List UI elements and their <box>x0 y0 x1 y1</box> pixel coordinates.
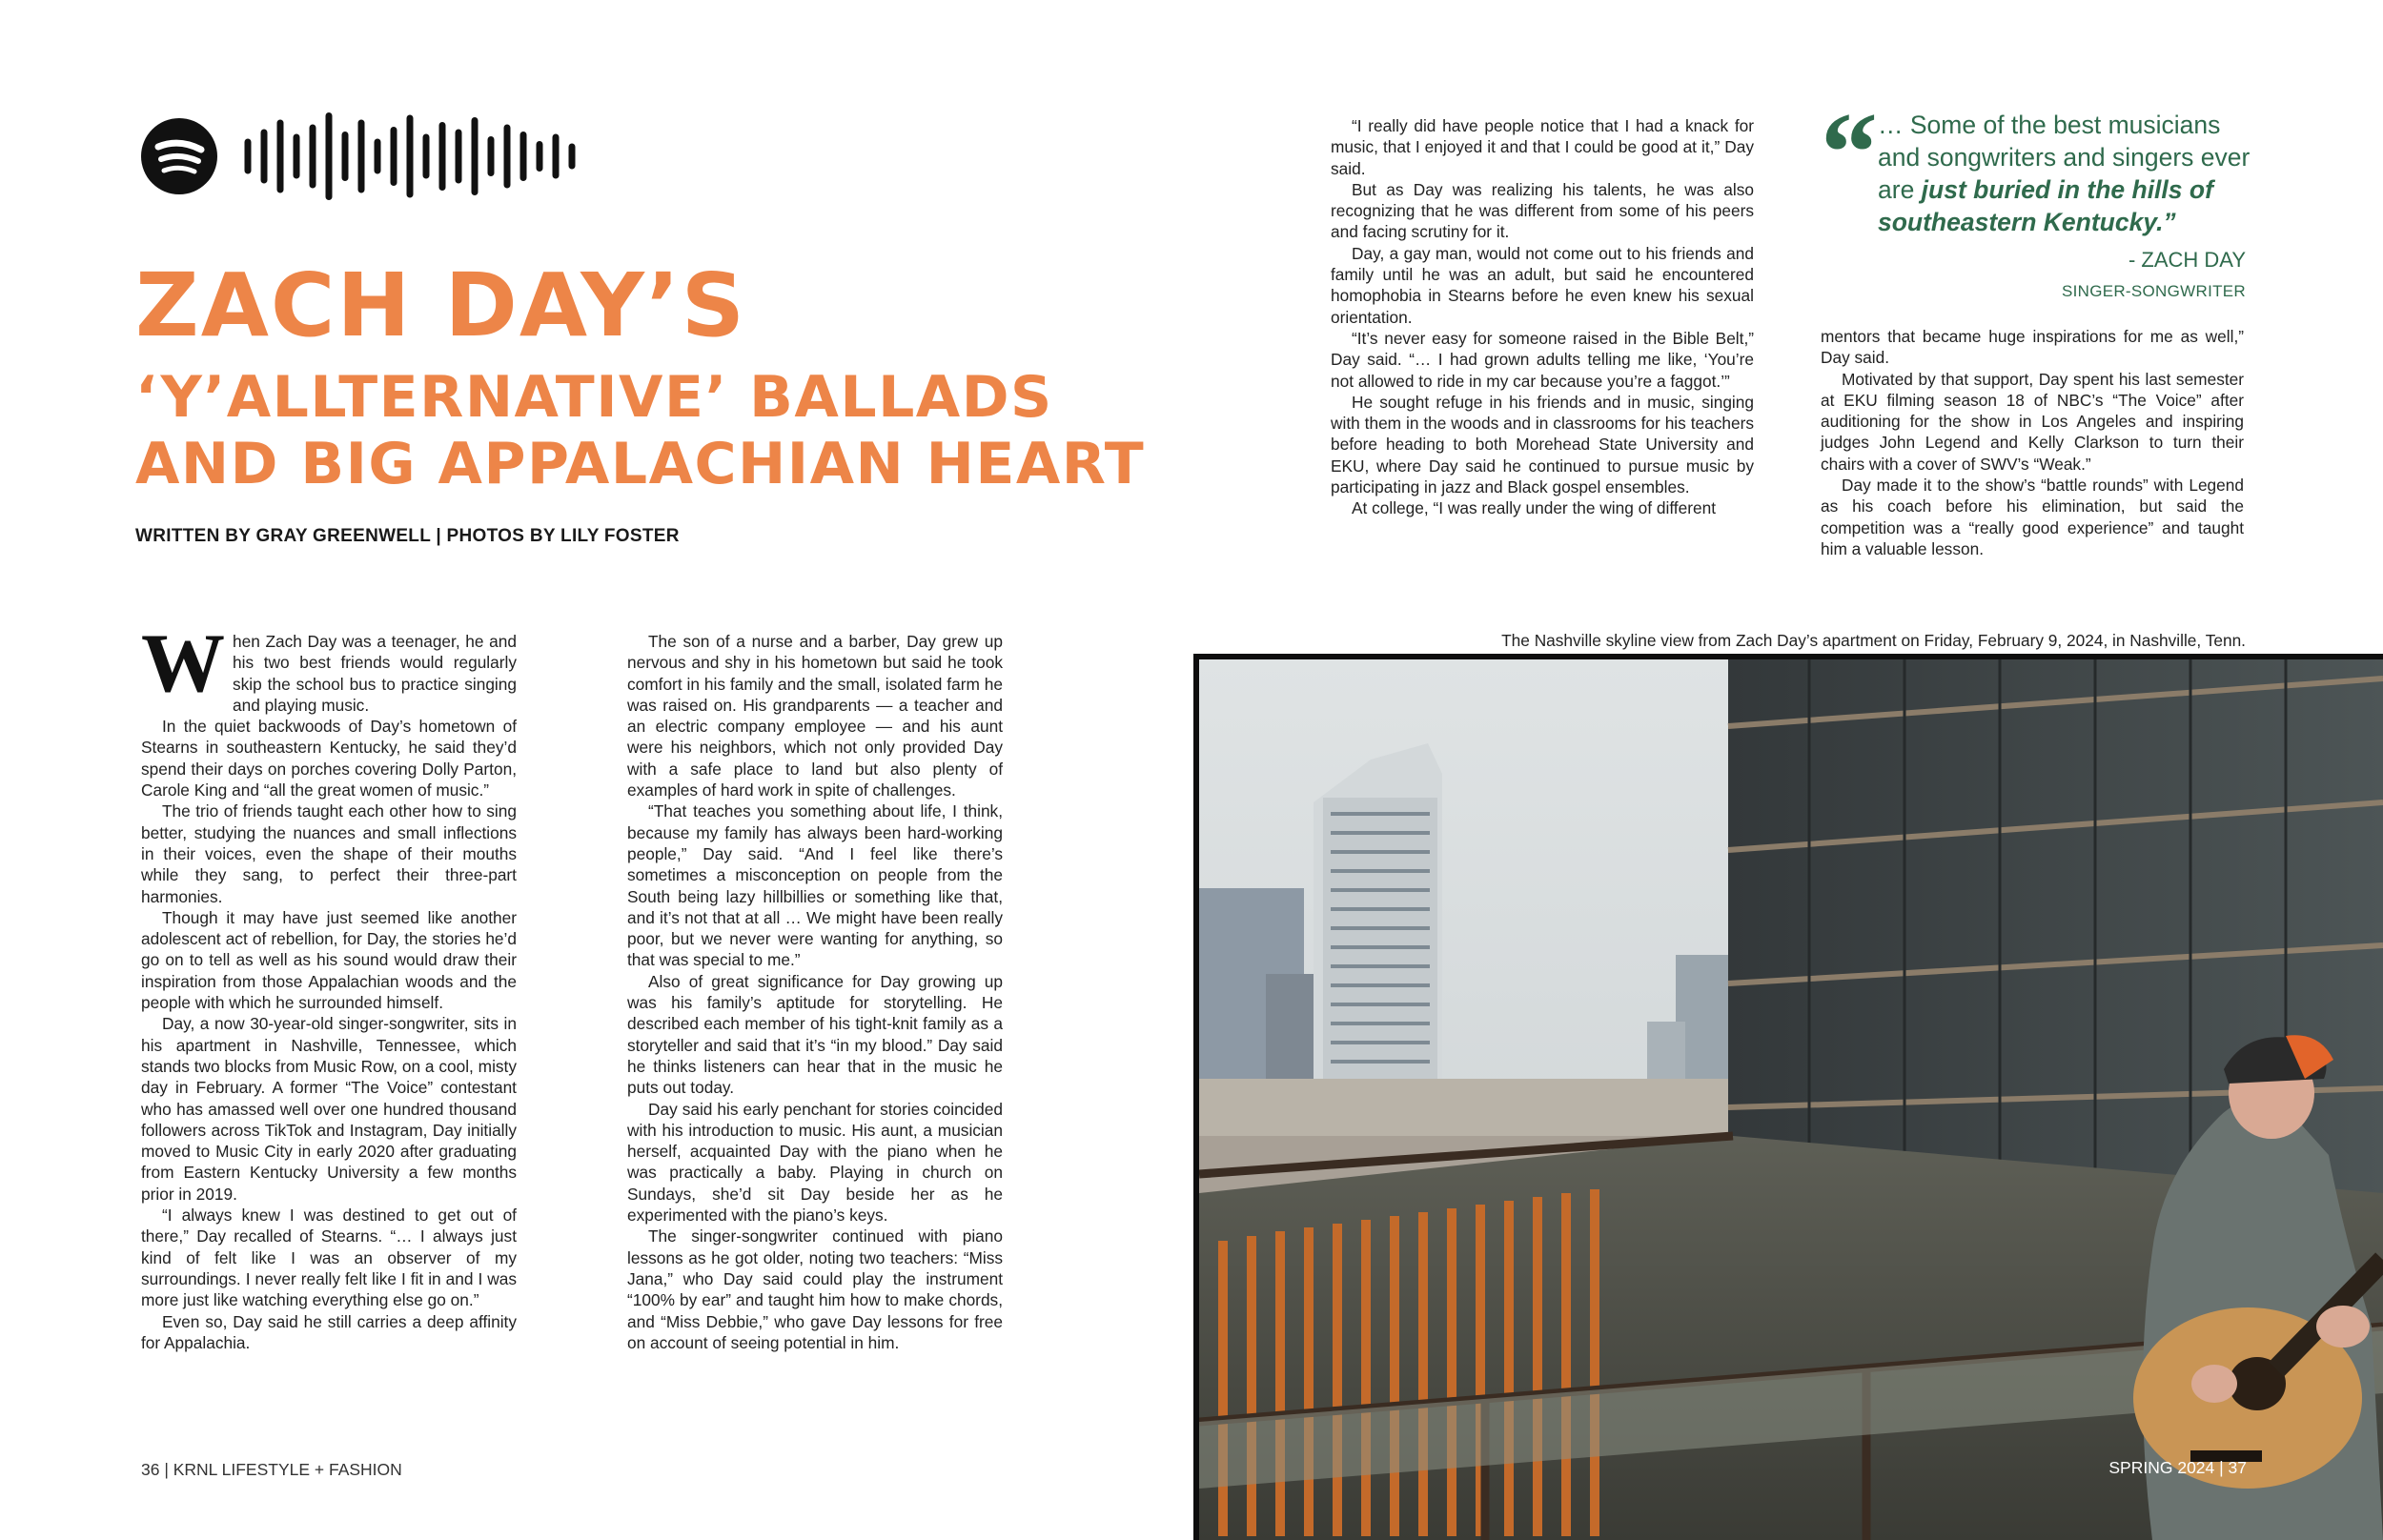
article-photo <box>1193 654 2383 1540</box>
article-title: ZACH DAY’S <box>135 254 747 356</box>
body-column-2 <box>627 631 1003 1353</box>
paragraph: Day, a gay man, would not come out to his friends and family until he was an adult, but said he encountered homophobia in Stearns before he even knew his sexual orientation. <box>1331 243 1754 327</box>
subtitle-line-2: AND BIG APPALACHIAN HEART <box>135 431 1146 497</box>
paragraph: “I really did have people notice that I had a knack for music, that I enjoyed it and that I could be good at it,” Day said. <box>1331 116 1754 178</box>
body-column-1 <box>141 618 517 1353</box>
paragraph: mentors that became huge inspirations for me as well,” Day said. <box>1821 327 2244 368</box>
paragraph: Even so, Day said he still carries a deep affinity for Appalachia. <box>141 1311 517 1352</box>
paragraph: The trio of friends taught each other how to sing better, studying the nuances and small inflections in their voices, even the shape of their mouths while they sang, to perfect their three-part harmonies. <box>141 801 517 906</box>
subtitle-line-1: ‘Y’ALLTERNATIVE’ BALLADS <box>135 364 1053 431</box>
paragraph: The singer-songwriter continued with piano lessons as he got older, noting two teachers: “Miss Jana,” who Day said could play the instrument “100% by ear” and taught him how to make chords, and “Miss Debbie,” who gave Day lessons for free on account of seeing potential in him. <box>627 1226 1003 1352</box>
paragraph: “I always knew I was destined to get out of there,” Day recalled of Stearns. “… I always just kind of felt like I was an observer of my surroundings. I never really felt like I fit in and I was more just like watching everything else go on.” <box>141 1206 517 1310</box>
paragraph: But as Day was realizing his talents, he was also recognizing that he was different from some of his peers and facing scrutiny for it. <box>1331 179 1754 242</box>
article-subtitle <box>135 364 1145 497</box>
pull-quote-author: - ZACH DAY <box>2128 248 2246 272</box>
pull-quote-emphasis: just buried in the hills of southeastern Kentucky.” <box>1878 175 2213 236</box>
paragraph: “That teaches you something about life, I think, because my family has always been hard-working people,” Day said. “And I feel like there’s sometimes a misconception on people from the South being lazy hillbillies or something like that, and it’s not that at all … We might have been really poor, but we never were wanting for anything, so that was special to me.” <box>627 801 1003 970</box>
body-column-4 <box>1821 326 2244 559</box>
paragraph: Day, a now 30-year-old singer-songwriter, sits in his apartment in Nashville, Tennessee, which stands two blocks from Music Row, on a cool, misty day in February. A former “The Voice” contestant who has amassed well over one hundred thousand followers across TikTok and Instagram, Day initially moved to Music City in early 2020 after graduating from Eastern Kentucky University a few months prior in 2019. <box>141 1014 517 1204</box>
paragraph: At college, “I was really under the wing of different <box>1352 498 1716 518</box>
paragraph: Motivated by that support, Day spent his last semester at EKU filming season 18 of NBC’s “The Voice” after auditioning for the show in Los Angeles and inspiring judges John Legend and Kelly Clarkson to turn their chairs with a cover of SWV’s “Weak.” <box>1821 369 2244 474</box>
paragraph: When Zach Day was a teenager, he and his two best friends would regularly skip the school bus to practice singing and playing music. <box>141 618 517 715</box>
body-column-3 <box>1331 115 1754 519</box>
page-folio-right: SPRING 2024 | 37 <box>2108 1458 2247 1477</box>
byline: WRITTEN BY GRAY GREENWELL | PHOTOS BY LILY FOSTER <box>135 526 680 546</box>
paragraph: The son of a nurse and a barber, Day grew up nervous and shy in his hometown but said he took comfort in his family and the small, isolated farm he was raised on. His grandparents — a teacher and an electric company employee — and his aunt were his neighbors, which not only provided Day with a safe place to land but also plenty of examples of hard work in spite of challenges. <box>627 632 1003 800</box>
photo-caption: The Nashville skyline view from Zach Day’s apartment on Friday, February 9, 2024, in Nashville, Tenn. <box>1501 631 2246 650</box>
paragraph: Day made it to the show’s “battle rounds” with Legend as his coach before his elimination, but said the competition was a “really good experience” and taught him a valuable lesson. <box>1821 476 2244 558</box>
page-folio-left: 36 | KRNL LIFESTYLE + FASHION <box>141 1460 402 1479</box>
paragraph: Day said his early penchant for stories coincided with his introduction to music. His aunt, a musician herself, acquainted Day with the piano when he was practically a baby. Playing in church on Sundays, she’d sit Day beside her as he experimented with the piano’s keys. <box>627 1099 1003 1226</box>
pull-quote-role: SINGER-SONGWRITER <box>2061 282 2246 300</box>
paragraph: He sought refuge in his friends and in music, singing with them in the woods and in classrooms for his teachers before heading to both Morehead State University and EKU, where Day said he continued to pursue music by participating in jazz and Black gospel ensembles. <box>1331 392 1754 497</box>
photo-illustration <box>1199 659 2383 1540</box>
paragraph: Also of great significance for Day growing up was his family’s aptitude for storytelling. He described each member of his tight-knit family as a storyteller and said that it’s “in my blood.” Day said he thinks listeners can hear that in the music he puts out today. <box>627 971 1003 1098</box>
quote-mark-icon: “ <box>1821 89 1878 215</box>
paragraph: “It’s never easy for someone raised in the Bible Belt,” Day said. “… I had grown adults telling me like, ‘You’re not allowed to ride in my car because you’re a faggot.’” <box>1331 328 1754 391</box>
spotify-scan-code <box>240 111 583 202</box>
paragraph: In the quiet backwoods of Day’s hometown of Stearns in southeastern Kentucky, he said they’d spend their days on porches covering Dolly Parton, Carole King and “all the great women of music.” <box>141 717 517 800</box>
pull-quote: … Some of the best musicians and songwriters and singers ever are just buried in the hills of southeastern Kentucky.” <box>1878 111 2251 236</box>
drop-cap: W <box>141 618 225 710</box>
paragraph: Though it may have just seemed like another adolescent act of rebellion, for Day, the stories he’d go on to tell as well as his sound would draw their inspiration from those Appalachian woods and the people with which he surrounded himself. <box>141 907 517 1013</box>
spotify-icon <box>141 118 217 194</box>
